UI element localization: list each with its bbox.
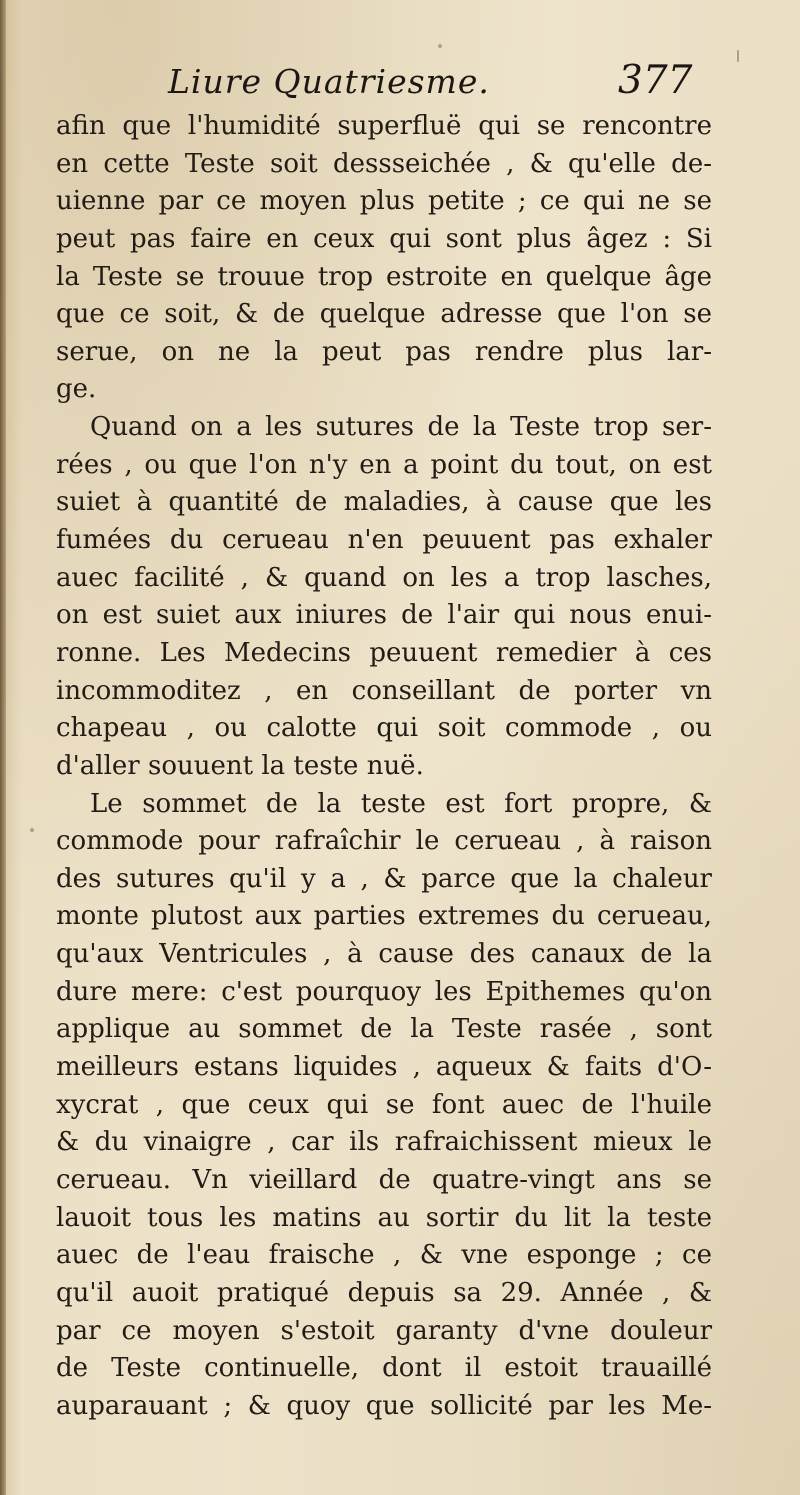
text-line: auec facilité , & quand on les a trop lasches, [56,562,712,593]
text-line: des sutures qu'il y a , & parce que la chaleur [56,863,712,894]
text-line: commode pour rafraîchir le cerueau , à raison [56,826,712,857]
text-line: en cette Teste soit dessseichée , & qu'elle de- [56,148,712,179]
text-line: & du vinaigre , car ils rafraichissent mieux le [56,1127,712,1158]
text-line: que ce soit, & de quelque adresse que l'on se [56,299,712,330]
text-line: uienne par ce moyen plus petite ; ce qui ne se [56,186,712,217]
text-line: meilleurs estans liquides , aqueux & faits d'O- [56,1052,712,1083]
text-line: qu'aux Ventricules , à cause des canaux de la [56,939,712,970]
running-head: Liure Quatriesme. [168,62,490,101]
text-line: la Teste se trouue trop estroite en quelque âge [56,261,712,292]
text-line: peut pas faire en ceux qui sont plus âgez : Si [56,223,712,254]
text-line: on est suiet aux iniures de l'air qui nous enui- [56,600,712,631]
body-text [56,108,712,1425]
text-line: incommoditez , en conseillant de porter vn [56,675,712,706]
text-line: auec de l'eau fraische , & vne esponge ; ce [56,1240,712,1271]
paper-speck [438,44,442,48]
text-line: ge. [56,374,97,405]
text-line: par ce moyen s'estoit garanty d'vne douleur [56,1315,712,1346]
text-line: afin que l'humidité superfluë qui se rencontre [56,111,712,141]
page-header [0,58,800,114]
text-line: suiet à quantité de maladies, à cause que les [56,487,712,518]
text-line: d'aller souuent la teste nuë. [56,750,424,781]
text-line: fumées du cerueau n'en peuuent pas exhaler [56,525,712,556]
text-line: serue, on ne la peut pas rendre plus lar- [56,336,712,367]
text-line: de Teste continuelle, dont il estoit trauaillé [56,1353,712,1384]
page-number: 377 [618,58,693,103]
paragraph-start-line: Le sommet de la teste est fort propre, & [90,788,712,819]
binding-gutter [0,0,6,1495]
text-line: rées , ou que l'on n'y en a point du tout, on est [56,449,712,480]
text-line: monte plutost aux parties extremes du cerueau, [56,901,712,932]
paper-speck [30,828,34,832]
paper-speck [737,50,739,62]
paragraph-start-line: Quand on a les sutures de la Teste trop ser- [90,412,712,443]
text-line: ronne. Les Medecins peuuent remedier à ces [56,637,712,668]
text-line: cerueau. Vn vieillard de quatre-vingt ans se [56,1164,712,1195]
text-line: xycrat , que ceux qui se font auec de l'huile [56,1089,712,1120]
text-line: chapeau , ou calotte qui soit commode , ou [56,713,712,744]
text-line: auparauant ; & quoy que sollicité par les Me- [56,1390,712,1421]
text-line: qu'il auoit pratiqué depuis sa 29. Année , & [56,1277,712,1308]
text-line: applique au sommet de la Teste rasée , sont [56,1014,712,1045]
text-line: lauoit tous les matins au sortir du lit la teste [56,1202,712,1233]
text-line: dure mere: c'est pourquoy les Epithemes qu'on [56,976,712,1007]
